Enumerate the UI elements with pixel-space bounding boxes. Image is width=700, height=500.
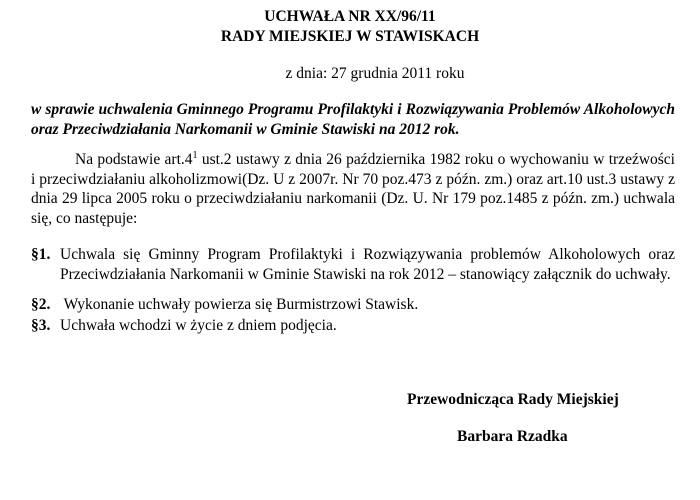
council-name: RADY MIEJSKIEJ W STAWISKACH — [220, 28, 480, 45]
section-2 — [31, 295, 675, 315]
signature-name: Barbara Rzadka — [457, 428, 568, 445]
legal-basis-superscript: 1 — [192, 150, 198, 161]
legal-basis-part2: ust.2 ustawy z dnia 26 października 1982 roku o wychowaniu w trzeźwości i przeciwdziałaniu alkoholizmowi(Dz. U z 2007r. Nr 70 poz.473 z późn. zm.) oraz art.10 ust.3 ustawy z dnia 29 lipca 2005 roku o przeciwdziałaniu narkomanii (Dz. U. Nr 179 poz.1485 z późn. zm.) uchwala się, co następuje: — [31, 151, 675, 227]
resolution-number: UCHWAŁA NR XX/96/11 — [264, 8, 436, 25]
resolution-date: z dnia: 27 grudnia 2011 roku — [285, 65, 465, 82]
section-3-text: Uchwała wchodzi w życie z dniem podjęcia. — [60, 317, 337, 334]
section-3 — [31, 316, 675, 336]
section-2-number: §2. — [31, 296, 51, 313]
signature-role: Przewodnicząca Rady Miejskiej — [407, 391, 619, 408]
section-1 — [31, 245, 675, 284]
section-1-text: Uchwala się Gminny Program Profilaktyki i Rozwiązywania problemów Alkoholowych oraz Przeciwdziałania Narkomanii w Gminie Stawiski na rok 2012 – stanowiący załącznik do uchwały. — [60, 246, 675, 283]
legal-basis-part1: Na podstawie art.4 — [75, 151, 193, 168]
section-1-number: §1. — [31, 246, 51, 263]
legal-basis-paragraph — [31, 150, 675, 228]
section-2-text: Wykonanie uchwały powierza się Burmistrzowi Stawisk. — [60, 296, 419, 313]
resolution-subject: w sprawie uchwalenia Gminnego Programu Profilaktyki i Rozwiązywania Problemów Alkoholowych oraz Przeciwdziałania Narkomanii w Gminie Stawiski na 2012 rok. — [31, 101, 675, 138]
section-3-number: §3. — [31, 317, 51, 334]
